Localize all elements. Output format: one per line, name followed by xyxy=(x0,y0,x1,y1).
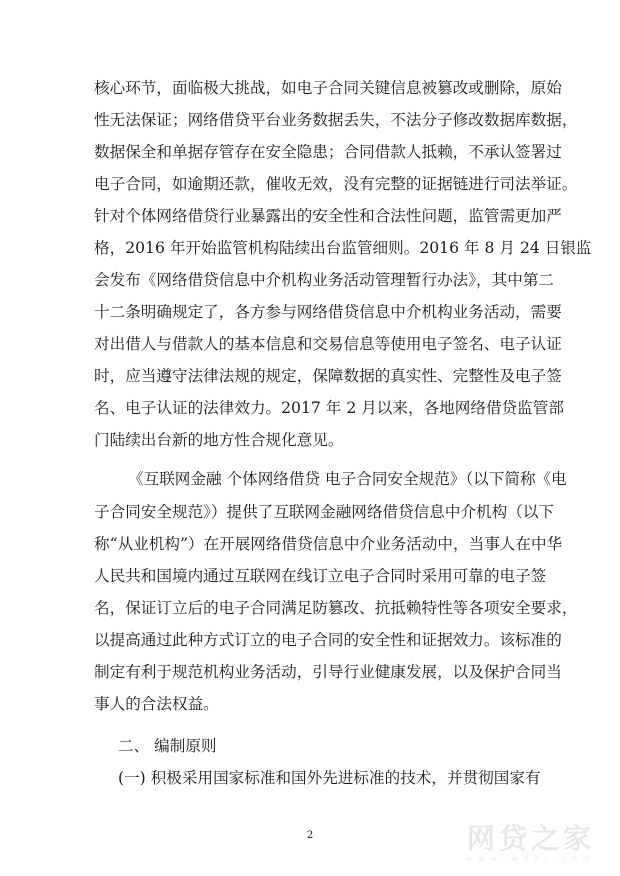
watermark-url: www.wdzj.com xyxy=(465,854,597,863)
watermark-text: 网贷之家 xyxy=(466,822,595,855)
text-line: 时，应当遵守法律法规的规定，保障数据的真实性、完整性及电子签 xyxy=(94,367,562,385)
text-line: 对出借人与借款人的基本信息和交易信息等使用电子签名、电子认证 xyxy=(94,335,562,353)
text-line: 针对个体网络借贷行业暴露出的安全性和合法性问题，监管需更加严 xyxy=(94,207,562,225)
text-line: 事人的合法权益。 xyxy=(94,695,219,713)
text-line: 《互联网金融 个体网络借贷 电子合同安全规范》（以下简称《电 xyxy=(128,470,567,488)
text-line: 以提高通过此种方式订立的电子合同的安全性和证据效力。该标准的 xyxy=(94,631,562,649)
text-line: 名、电子认证的法律效力。2017 年 2 月以来，各地网络借贷监管部 xyxy=(94,399,564,417)
page-number: 2 xyxy=(306,830,314,841)
text-line: 格，2016 年开始监管机构陆续出台监管细则。2016 年 8 月 24 日银监 xyxy=(94,239,592,257)
text-line: (一) 积极采用国家标准和国外先进标准的技术，并贯彻国家有 xyxy=(118,769,541,787)
text-line: 名，保证订立后的电子合同满足防篡改、抗抵赖特性等各项安全要求， xyxy=(94,599,578,617)
text-line: 制定有利于规范机构业务活动，引导行业健康发展，以及保护合同当 xyxy=(94,663,562,681)
text-line: 门陆续出台新的地方性合规化意见。 xyxy=(94,431,344,449)
text-line: 电子合同，如逾期还款，催收无效，没有完整的证据链进行司法举证。 xyxy=(94,175,578,193)
watermark-logo xyxy=(456,824,606,866)
text-line: 性无法保证；网络借贷平台业务数据丢失，不法分子修改数据库数据， xyxy=(94,111,578,129)
text-line: 会发布《网络借贷信息中介机构业务活动管理暂行办法》，其中第二 xyxy=(94,271,555,289)
text-line: 核心环节，面临极大挑战，如电子合同关键信息被篡改或删除，原始 xyxy=(94,79,562,97)
section-heading: 二、 编制原则 xyxy=(118,737,217,755)
text-line: 人民共和国境内通过互联网在线订立电子合同时采用可靠的电子签 xyxy=(94,567,547,585)
text-line: 子合同安全规范》）提供了互联网金融网络借贷信息中介机构（以下 xyxy=(94,503,555,521)
text-line: 称“从业机构”）在开展网络借贷信息中介业务活动中，当事人在中华 xyxy=(94,535,563,553)
text-line: 十二条明确规定了，各方参与网络借贷信息中介机构业务活动，需要 xyxy=(94,303,562,321)
text-line: 数据保全和单据存管存在安全隐患；合同借款人抵赖，不承认签署过 xyxy=(94,143,562,161)
